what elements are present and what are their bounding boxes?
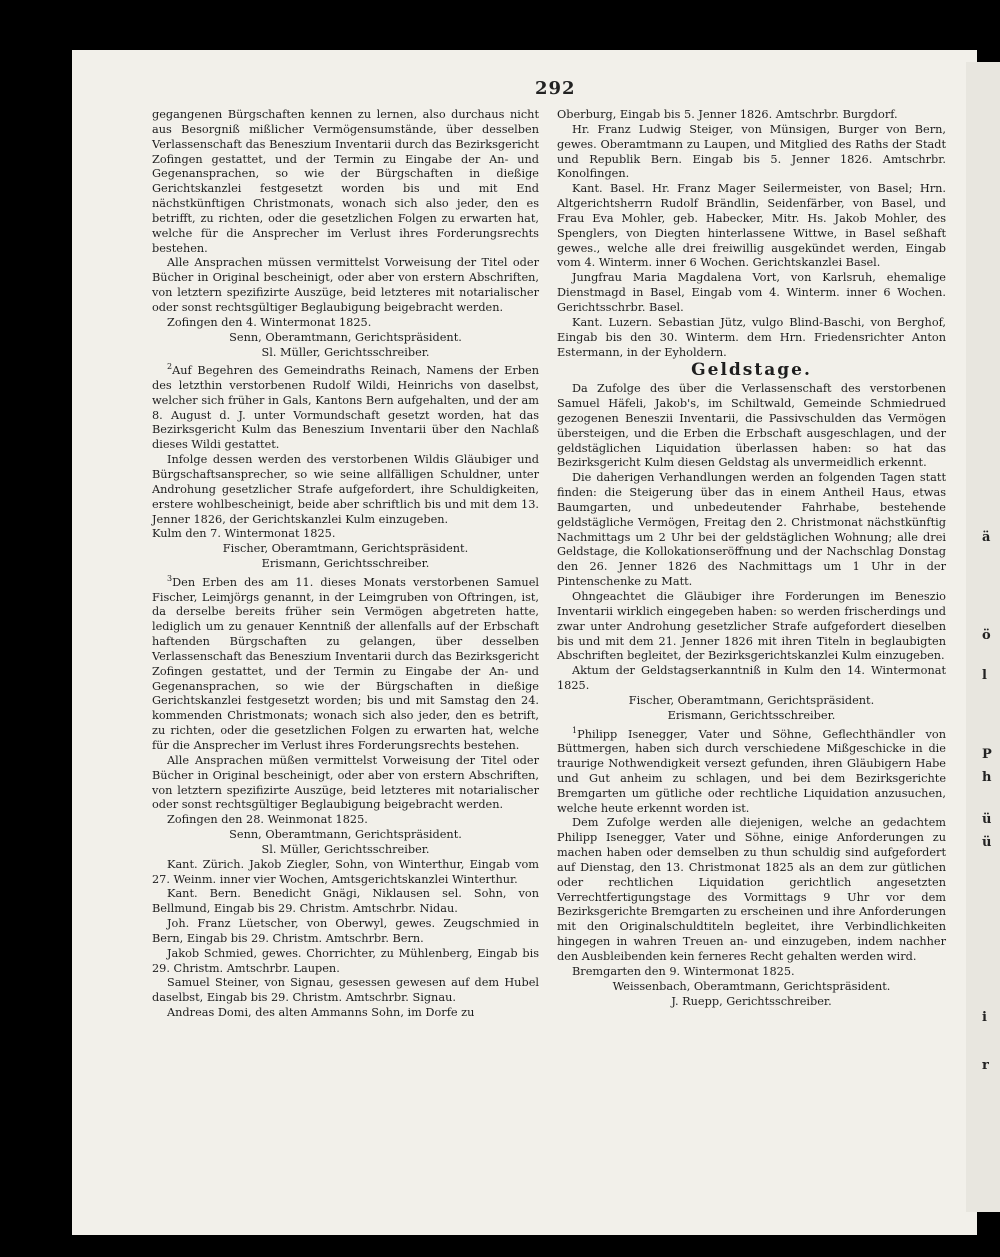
margin-letter: P xyxy=(982,747,992,762)
signature-line xyxy=(557,995,946,1010)
signature-line xyxy=(152,828,539,843)
paragraph-text: Fischer, Oberamtmann, Gerichtspräsident. xyxy=(628,693,875,707)
paragraph-text: gegangenen Bürgschaften kennen zu lernen, also durchaus nicht aus Besorgniß mißlicher Vermögensumstände, über desselben Verlassenschaft das Beneszium Inventarii durch das Bezirksgericht Zofingen gestattet, und der Termin zu Eingabe der An- und Gegenansprachen, so wie der Bürgschaften in dießige Gerichtskanzlei festgesetzt worden bis und mit End nächstkünftigen Christmonats, wonach sich also jeder, den es betrifft, zu richten, oder die gesetzlichen Folgen zu erwarten hat, welche für die Ansprecher im Verlust ihres Forderungsrechts bestehen. xyxy=(152,108,539,255)
paragraph-text: Fischer, Oberamtmann, Gerichtspräsident. xyxy=(222,542,469,556)
paragraph-text: Jungfrau Maria Magdalena Vort, von Karlsruh, ehemalige Dienstmagd in Basel, Eingab vom 4. Winterm. inner 6 Wochen. Gerichtsschrbr. Basel. xyxy=(557,271,946,314)
paragraph xyxy=(557,182,946,271)
signature-line xyxy=(152,331,539,346)
paragraph-text: Kant. Bern. Benedicht Gnägi, Niklausen sel. Sohn, von Bellmund, Eingab bis 29. Christm. Amtschrbr. Nidau. xyxy=(152,887,539,916)
paragraph xyxy=(152,887,539,917)
paragraph-text: Oberburg, Eingab bis 5. Jenner 1826. Amtschrbr. Burgdorf. xyxy=(557,108,898,121)
paragraph xyxy=(152,256,539,315)
paragraph-text: Kant. Zürich. Jakob Ziegler, Sohn, von Winterthur, Eingab vom 27. Weinm. inner vier Wochen, Amtsgerichtskanzlei Winterthur. xyxy=(152,857,539,886)
paragraph-text: Alle Ansprachen müssen vermittelst Vorweisung der Titel oder Bücher in Original bescheinigt, oder aber von erstern Abschriften, von letztern spezifizirte Auszüge, beid letzteres mit notarialischer oder sonst rechtsgültiger Beglaubigung beigebracht werden. xyxy=(152,256,539,314)
paragraph-text: Bremgarten den 9. Wintermonat 1825. xyxy=(572,964,795,978)
paragraph xyxy=(557,108,946,123)
section-heading xyxy=(557,360,946,381)
paragraph xyxy=(152,1006,539,1021)
margin-letter: ü xyxy=(982,812,992,827)
margin-letter: ö xyxy=(982,628,991,643)
signature-line xyxy=(152,843,539,858)
margin-letter: r xyxy=(982,1058,989,1073)
next-page-edge xyxy=(966,62,1000,1212)
paragraph-text: Jakob Schmied, gewes. Chorrichter, zu Mühlenberg, Eingab bis 29. Christm. Amtschrbr. Laupen. xyxy=(152,946,539,975)
signature-line xyxy=(557,694,946,709)
margin-letter: l xyxy=(982,668,987,683)
left-column xyxy=(152,108,539,1021)
signature-line xyxy=(557,980,946,995)
paragraph xyxy=(557,664,946,694)
margin-letter: i xyxy=(982,1010,987,1025)
paragraph xyxy=(557,816,946,964)
paragraph-text: Joh. Franz Lüetscher, von Oberwyl, gewes. Zeugschmied in Bern, Eingab bis 29. Christm. Amtschrbr. Bern. xyxy=(152,917,539,945)
paragraph-text: Alle Ansprachen müßen vermittelst Vorweisung der Titel oder Bücher in Original bescheinigt, oder aber von erstern Abschriften, von letztern spezifizirte Auszüge, beid letzteres mit notarialischer oder sonst rechtsgültiger Beglaubigung beigebracht werden. xyxy=(152,753,539,812)
paragraph xyxy=(152,947,539,977)
paragraph xyxy=(152,813,539,828)
paragraph-text: Ohngeachtet die Gläubiger ihre Forderungen im Beneszio Inventarii wirklich eingegeben haben: so werden frischerdings und zwar unter Androhung gesetzlicher Strafe aufgefordert dieselben bis und mit dem 21. Jenner 1826 mit ihren Titeln in beglaubigten Abschriften begleitet, der Bezirksgerichtskanzlei Kulm einzugeben. xyxy=(557,590,946,663)
paragraph xyxy=(557,965,946,980)
paragraph-text: Da Zufolge des über die Verlassenschaft des verstorbenen Samuel Häfeli, Jakob's, im Schiltwald, Gemeinde Schmiedrued gezogenen Beneszii Inventarii, die Passivschulden das Vermögen übersteigen, und die Erben die Erbschaft ausgeschlagen, und der geldstäglichen Liquidation überlassen haben: so hat das Bezirksgericht Kulm diesen Geldstag als unvermeidlich erkennt. xyxy=(557,382,946,470)
margin-letter: ä xyxy=(982,530,991,545)
page-number: 292 xyxy=(535,78,576,99)
signature-line xyxy=(152,346,539,361)
paragraph-text: Kant. Basel. Hr. Franz Mager Seilermeister, von Basel; Hrn. Altgerichtsherrn Rudolf Brändlin, Seidenfärber, von Basel, und Frau Eva Mohler, geb. Habecker, Mitr. Hs. Jakob Mohler, des Spenglers, von Diegten hinterlassene Wittwe, in Basel seßhaft gewes., welche alle drei freiwillig ausgekündet werden, Eingab vom 4. Winterm. inner 6 Wochen. Gerichtskanzlei Basel. xyxy=(557,182,946,270)
paragraph-text: Hr. Franz Ludwig Steiger, von Münsigen, Burger von Bern, gewes. Oberamtmann zu Laupen, und Mitglied des Raths der Stadt und Republik Bern. Eingab bis 5. Jenner 1826. Amtschrbr. Konolfingen. xyxy=(557,122,946,181)
paragraph-text: J. Ruepp, Gerichtsschreiber. xyxy=(671,994,832,1008)
paragraph xyxy=(152,360,539,453)
notice-number: 1 xyxy=(572,725,578,735)
paragraph-text: Senn, Oberamtmann, Gerichtspräsident. xyxy=(229,330,462,344)
paragraph-text: Auf Begehren des Gemeindraths Reinach, Namens der Erben des letzthin verstorbenen Rudolf Wildi, Heinrichs von daselbst, welcher sich früher in Gals, Kantons Bern aufgehalten, und der am 8. August d. J. unter Vormundschaft gesetzt worden, hat das Bezirksgericht Kulm das Beneszium Inventarii über den Nachlaß dieses Wildi gestattet. xyxy=(152,364,539,452)
paragraph xyxy=(152,754,539,813)
notice-number: 3 xyxy=(167,573,173,583)
paragraph xyxy=(152,108,539,256)
paragraph-text: Aktum der Geldstagserkanntniß in Kulm den 14. Wintermonat 1825. xyxy=(557,664,946,693)
signature-line xyxy=(152,542,539,557)
paragraph-text: Infolge dessen werden des verstorbenen Wildis Gläubiger und Bürgschaftsansprecher, so wie seine allfälligen Schuldner, unter Androhung gesetzlicher Strafe aufgefordert, ihre Schuldigkeiten, erstere wohlbescheinigt, beide aber schriftlich bis und mit dem 13. Jenner 1826, der Gerichtskanzlei Kulm einzugeben. xyxy=(152,453,539,526)
paragraph-text: Erismann, Gerichtsschreiber. xyxy=(667,708,836,722)
paragraph xyxy=(557,271,946,316)
right-column xyxy=(557,108,946,1009)
paragraph-text: Zofingen den 4. Wintermonat 1825. xyxy=(167,315,372,329)
paragraph-text: Zofingen den 28. Weinmonat 1825. xyxy=(167,813,368,827)
paragraph-text: Kulm den 7. Wintermonat 1825. xyxy=(152,527,336,541)
paragraph-text: Die daherigen Verhandlungen werden an folgenden Tagen statt finden: die Steigerung über das in einem Antheil Haus, etwas Baumgarten, und unbedeutender Fahrhabe, bestehende geldstägliche Vermögen, Freitag den 2. Christmonat nächstkünftig Nachmittags um 2 Uhr bei der geldstäglichen Wohnung; alle drei Geldstage, die Kollokationseröffnung und der Nachschlag Donstag den 26. Jenner 1826 des Nachmittags um 1 Uhr in der Pintenschenke zu Matt. xyxy=(557,471,946,589)
paragraph xyxy=(152,453,539,527)
paragraph-text: Dem Zufolge werden alle diejenigen, welche an gedachtem Philipp Isenegger, Vater und Söhne, einige Anforderungen zu machen haben oder demselben zu thun schuldig sind aufgefordert auf Dienstag, den 13. Christmonat 1825 als an dem zur gütlichen oder rechtlichen Liquidation gerichtlich angesetzten Verrechtfertigungstage des Vormittags 9 Uhr vor dem Bezirksgerichte Bremgarten zu erscheinen und ihre Anforderungen mit den Originalschuldtiteln begleitet, ihre Verbindlichkeiten hingegen in wahren Treuen an- und einzugeben, indem nachher den Ausbleibenden kein ferneres Recht gehalten werden wird. xyxy=(557,816,946,964)
paragraph xyxy=(557,471,946,590)
paragraph-text: Samuel Steiner, von Signau, gesessen gewesen auf dem Hubel daselbst, Eingab bis 29. Christm. Amtschrbr. Signau. xyxy=(152,976,539,1005)
paragraph xyxy=(152,572,539,754)
paragraph-text: Kant. Luzern. Sebastian Jütz, vulgo Blind-Baschi, von Berghof, Eingab bis den 30. Winterm. dem Hrn. Friedensrichter Anton Estermann, in der Eyholdern. xyxy=(557,315,946,359)
margin-letter: h xyxy=(982,770,992,785)
paragraph-text: Sl. Müller, Gerichtsschreiber. xyxy=(261,345,430,359)
paragraph-text: Sl. Müller, Gerichtsschreiber. xyxy=(261,842,430,856)
paragraph-text: Erismann, Gerichtsschreiber. xyxy=(261,557,430,571)
paragraph-text: Andreas Domi, des alten Ammanns Sohn, im Dorfe zu xyxy=(167,1006,475,1020)
paragraph-text: Philipp Isenegger, Vater und Söhne, Geflechthändler von Büttmergen, haben sich durch verschiedene Mißgeschicke in die traurige Nothwendigkeit versezt gefunden, ihren Gläubigern Habe und Gut anheim zu schlagen, und bei dem Bezirksgerichte Bremgarten um gütliche oder rechtliche Liquidation anzusuchen, welche heute erkennt worden ist. xyxy=(557,727,946,815)
paragraph-text: Weissenbach, Oberamtmann, Gerichtspräsident. xyxy=(612,979,891,993)
margin-letter: ü xyxy=(982,835,992,850)
paragraph-text: Senn, Oberamtmann, Gerichtspräsident. xyxy=(229,828,462,842)
paragraph xyxy=(557,123,946,182)
paragraph xyxy=(152,976,539,1006)
paragraph xyxy=(152,858,539,888)
signature-line xyxy=(557,709,946,724)
paragraph xyxy=(152,527,539,542)
paragraph xyxy=(557,590,946,664)
notice-number: 2 xyxy=(167,362,173,372)
paragraph xyxy=(557,316,946,361)
paragraph-text: Den Erben des am 11. dieses Monats verstorbenen Samuel Fischer, Leimjörgs genannt, in der Leimgruben von Oftringen, ist, da derselbe bereits früher sein Vermögen abgetreten hatte, lediglich um zu genauer Kenntniß der allenfalls auf der Erbschaft haftenden Bürgschaften zu gelangen, über desselben Verlassenschaft das Beneszium Inventarii durch das Bezirksgericht Zofingen gestattet, und der Termin zu Eingabe der An- und Gegenansprachen, so wie der Bürgschaften in dießige Gerichtskanzlei festgesetzt worden; bis und mit Samstag den 24. kommenden Christmonats; wonach sich also jeder, den es betrift, zu richten, oder die gesetzlichen Folgen zu erwarten hat, welche für die Ansprecher im Verlust ihres Forderungsrechts bestehen. xyxy=(152,575,539,752)
signature-line xyxy=(152,557,539,572)
paragraph xyxy=(152,917,539,947)
paragraph xyxy=(557,724,946,817)
paragraph-text: Geldstage. xyxy=(691,360,812,381)
paragraph xyxy=(152,316,539,331)
paragraph xyxy=(557,382,946,471)
